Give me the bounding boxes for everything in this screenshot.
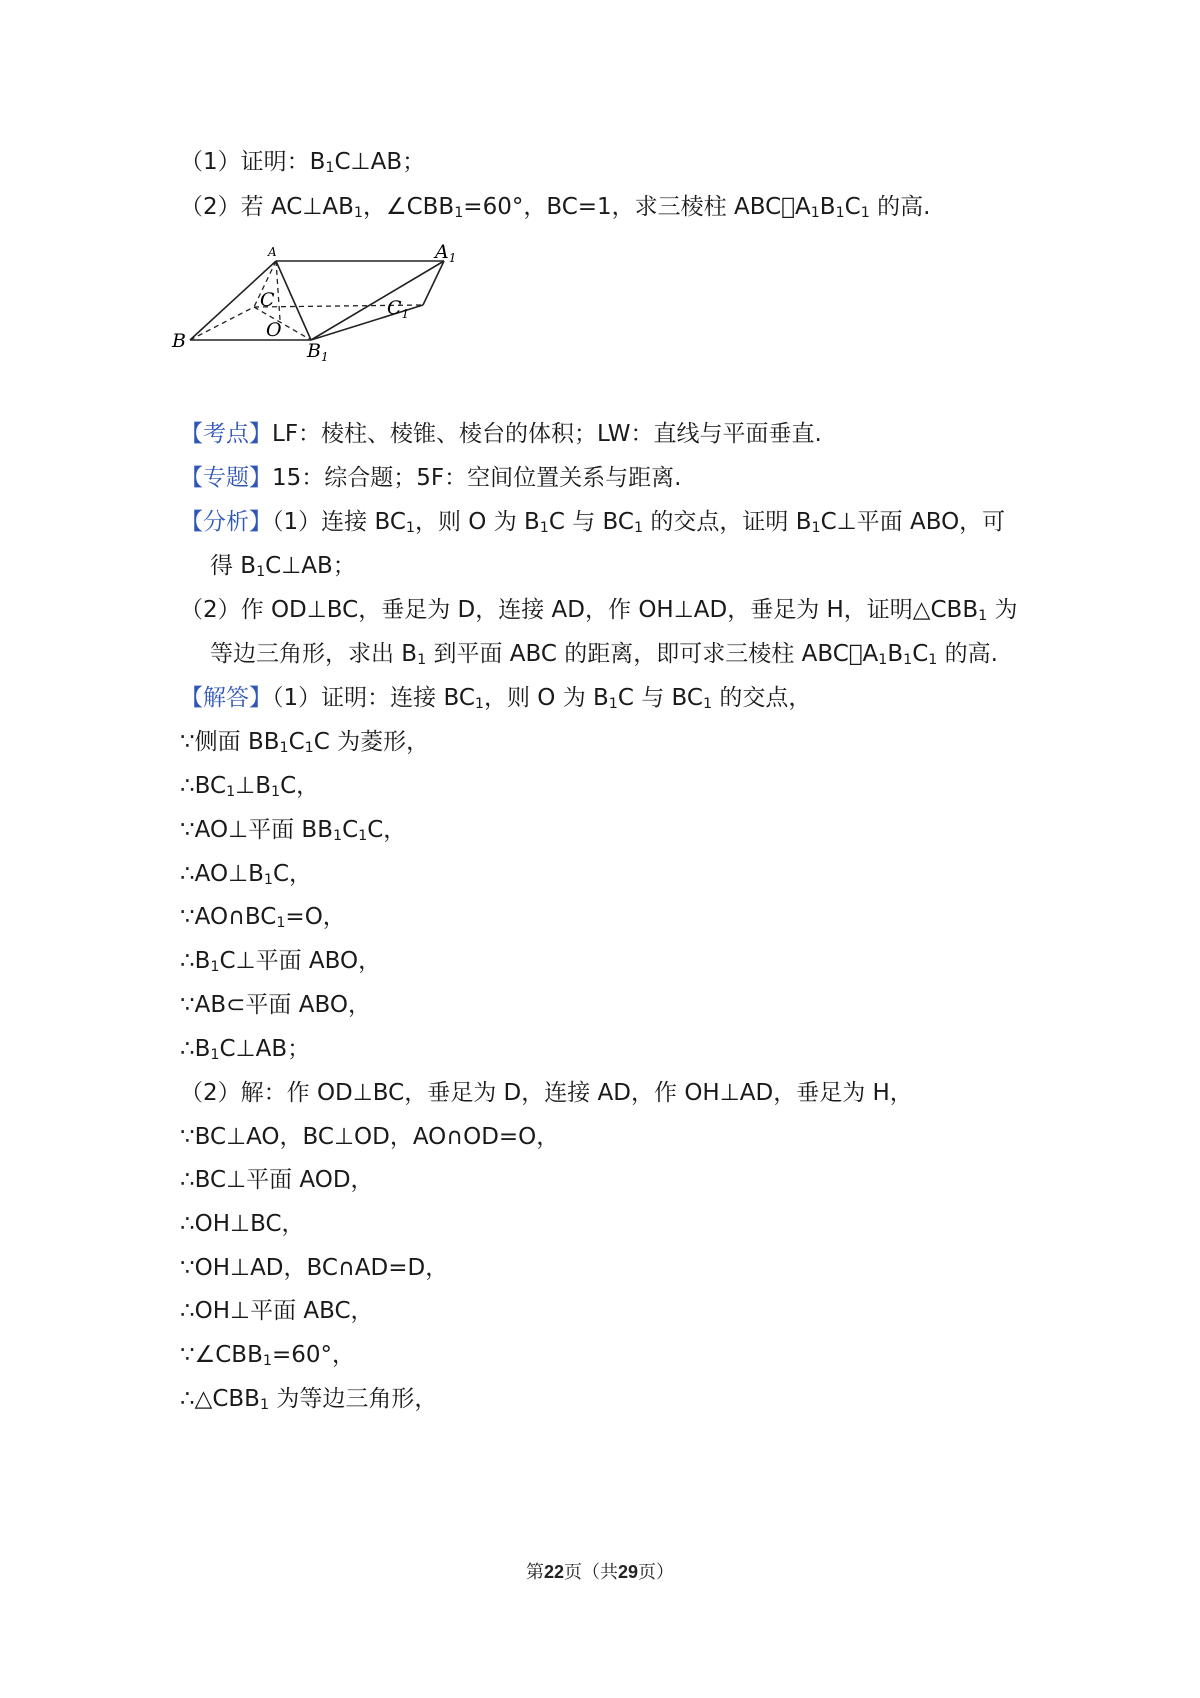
text-line	[180, 1385, 437, 1413]
text-line	[180, 1341, 355, 1369]
line-content: $\therefore B_1C\perp$平面 ABO，	[180, 948, 382, 976]
point-label-c: C	[260, 289, 275, 311]
text-line	[210, 640, 998, 668]
line-content: $\because AO\cap BC_1=O$，	[180, 904, 346, 932]
text-line	[180, 1166, 374, 1194]
line-content: （1）证明：连接 $BC_1$，则 O 为 $B_1C$ 与 $BC_1$ 的交点，	[272, 685, 812, 713]
text-line	[180, 903, 346, 931]
section-label: 【解答】	[180, 685, 272, 711]
point-label-a: A	[268, 245, 277, 259]
line-content: （2）若 $AC\perp AB_1$，$\angle CBB_1=60^\circ$，BC=1，求三棱柱 $ABC￾A_1B_1C_1$ 的高.	[180, 194, 931, 222]
line-content: ∵OH⊥AD，BC∩AD=D，	[180, 1255, 449, 1281]
text-line	[180, 1035, 310, 1063]
text-line	[180, 772, 319, 800]
point-label-a1: $A_1$	[435, 241, 457, 265]
line-content: $\therefore AO\perp B_1C$，	[180, 861, 313, 889]
text-line	[180, 684, 811, 712]
text-line	[180, 1079, 913, 1107]
text-line	[180, 193, 930, 221]
text-line	[180, 464, 681, 492]
line-content: ∴OH⊥平面 ABC，	[180, 1298, 374, 1324]
page-footer: 第22页（共29页）	[525, 1562, 675, 1583]
line-content: ∴BC⊥平面 AOD，	[180, 1167, 374, 1193]
text-line	[180, 1123, 559, 1151]
line-content: 等边三角形，求出 $B_1$ 到平面 ABC 的距离，即可求三棱柱 $ABC￾A_1B_1C_1$ 的高.	[210, 641, 998, 669]
text-line	[180, 1210, 305, 1238]
line-content: 得 $B_1C\perp AB$；	[210, 553, 356, 581]
line-content: $\therefore BC_1\perp B_1C$，	[180, 773, 320, 801]
edge-a1-b1	[311, 261, 444, 340]
text-line	[180, 991, 371, 1019]
edge-c-b1	[254, 307, 311, 340]
line-content: （1）连接 $BC_1$，则 O 为 $B_1C$ 与 $BC_1$ 的交点，证明 $B_1C\perp$平面 ABO，可	[272, 509, 1006, 537]
text-line	[180, 508, 1005, 536]
text-line	[180, 148, 425, 176]
line-content: ∵侧面 $BB_1C_1C$ 为菱形，	[180, 729, 430, 757]
line-content: （2）解：作 OD⊥BC，垂足为 D，连接 AD，作 OH⊥AD，垂足为 H，	[180, 1080, 913, 1106]
line-content: （1）证明：$B_1C\perp AB$；	[180, 149, 426, 177]
text-line	[180, 728, 429, 756]
section-label: 【考点】	[180, 421, 272, 447]
page-number: 22	[543, 1562, 564, 1582]
section-label: 【专题】	[180, 465, 272, 491]
text-line	[180, 1254, 448, 1282]
edge-b-c	[190, 307, 254, 340]
text-line	[180, 816, 406, 844]
text-line	[180, 860, 312, 888]
line-content: ∵BC⊥AO，BC⊥OD，AO∩OD=O，	[180, 1124, 560, 1150]
text-line	[180, 1297, 374, 1325]
line-content: ∵AO⊥平面 $BB_1C_1C$，	[180, 817, 407, 845]
prism-figure	[172, 241, 470, 400]
point-label-b1: $B_1$	[307, 340, 329, 364]
line-content: LF：棱柱、棱锥、棱台的体积；LW：直线与平面垂直.	[272, 421, 822, 447]
line-content: $\because\angle CBB_1=60^\circ$，	[180, 1342, 355, 1370]
text-line	[180, 947, 381, 975]
line-content: （2）作 OD⊥BC，垂足为 D，连接 AD，作 OH⊥AD，垂足为 H，证明$\triangle CBB_1$ 为	[180, 597, 1018, 625]
line-content: ∴OH⊥BC，	[180, 1211, 305, 1237]
point-label-c1: $C_1$	[387, 297, 410, 321]
line-content: 15：综合题；5F：空间位置关系与距离.	[272, 465, 682, 491]
text-line	[180, 420, 822, 448]
line-content: $\therefore B_1C\perp AB$；	[180, 1036, 311, 1064]
text-line	[210, 552, 356, 580]
point-label-b: B	[172, 330, 186, 352]
section-label: 【分析】	[180, 509, 272, 535]
page-total: 29	[618, 1562, 639, 1582]
line-content: $\therefore\triangle CBB_1$ 为等边三角形，	[180, 1386, 438, 1414]
text-line	[180, 596, 1018, 624]
point-label-o: O	[266, 319, 282, 341]
line-content: ∵AB⊂平面 ABO，	[180, 992, 371, 1018]
